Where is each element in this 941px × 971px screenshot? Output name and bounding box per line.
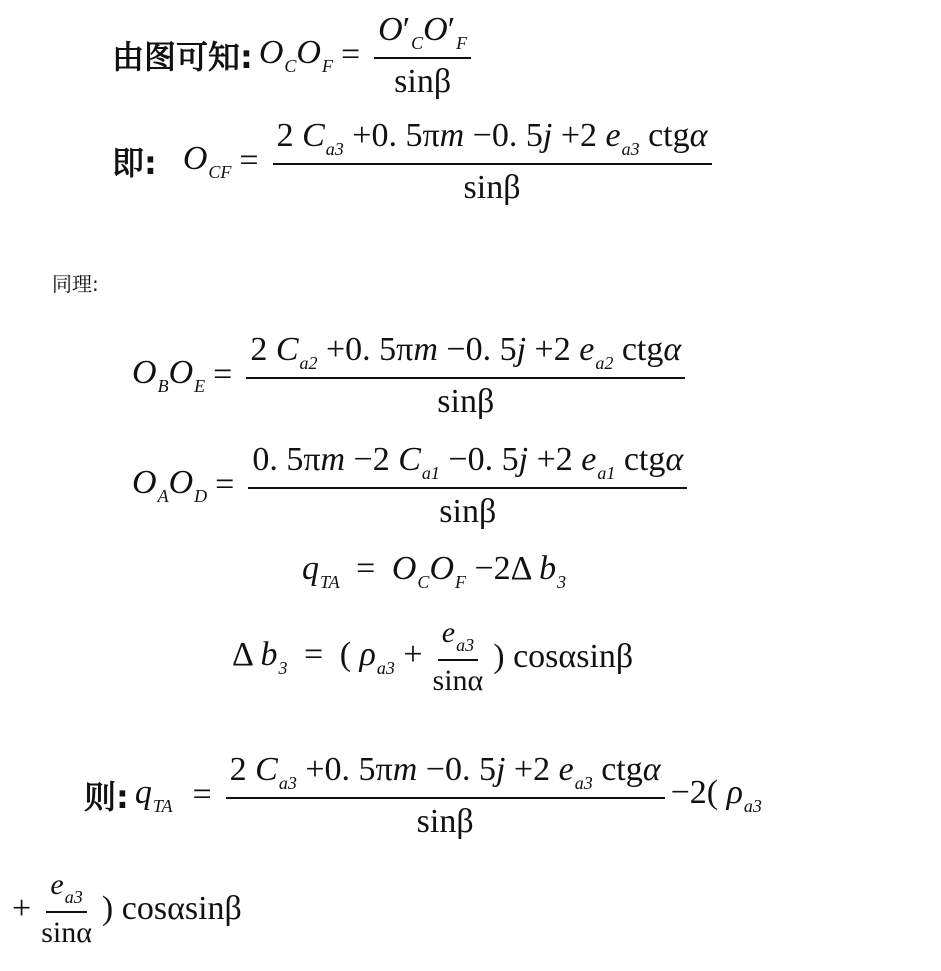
eq1-prefix: 由图可知: xyxy=(112,38,253,77)
eq7-prefix: 则: xyxy=(84,778,129,817)
eq7-fraction xyxy=(226,750,665,841)
eq1-denominator: sinβ xyxy=(394,62,452,100)
eq4-fraction xyxy=(248,440,687,531)
eq6-fraction: $\frac{e_{a3}}{\sin\alpha}$ xyxy=(429,616,488,698)
equation-8 xyxy=(12,868,242,950)
eq7-denominator: sinβ xyxy=(416,802,474,840)
equation-2: 即: $O_{CF}$ = $\frac{2 C_{a3} +0. 5\pi m -0. 5j +2 e_{a3} ctg\alpha}{\sin\beta}$ xyxy=(112,116,718,207)
eq5-content: $q_{TA} = O_CO_F -2\Delta$ $b_3$ xyxy=(302,550,567,592)
eq1-lhs: $O_CO_F$ xyxy=(258,33,333,76)
eq4-lhs: $O_AO_D$ xyxy=(132,463,208,506)
eq6-lhs: Δ $b_3$ = ( $\rho_{a3}$ + xyxy=(232,635,423,678)
eq1-fraction: $\frac{O'_CO'_F}{\sin\beta}$ xyxy=(374,10,471,101)
eq4-numerator: 0. 5πm −2 $C_{a1} -0$. 5j +2 $e_{a1}$ ctgα xyxy=(248,440,687,489)
eq6-denominator: sinα xyxy=(432,663,484,697)
eq7-lhs: $q_{TA}$ xyxy=(134,773,173,816)
equation-1: 由图可知: $O_CO_F$ = $\frac{O'_CO'_F}{\sin\beta}$ xyxy=(112,10,477,101)
equation-6 xyxy=(232,616,633,698)
equation-3: $O_BO_E$ = $\frac{2 C_{a2} +0. 5\pi m -0. 5j +2 e_{a2} ctg\alpha}{\sin\beta}$ xyxy=(132,330,691,421)
eq8-fraction: $\frac{e_{a3}}{\sin\alpha}$ xyxy=(37,868,96,950)
eq2-fraction xyxy=(273,116,712,207)
eq3-denominator: sinβ xyxy=(437,382,495,420)
eq6-rhs: ) cosαsinβ xyxy=(493,638,634,676)
eq3-numerator: 2 $C_{a2} +0$. 5πm −0. 5j +2 $e_{a2}$ ctgα xyxy=(246,330,685,379)
eq7-tail: −2( $\rho_{a3}$ xyxy=(670,773,762,816)
eq3-fraction xyxy=(246,330,685,421)
eq2-prefix: 即: xyxy=(112,144,157,183)
eq3-lhs: $O_BO_E$ xyxy=(132,353,206,396)
eq4-denominator: sinβ xyxy=(439,492,497,530)
tongli-label: 同理: xyxy=(52,272,99,296)
eq2-denominator: sinβ xyxy=(463,168,521,206)
eq2-lhs: $O_{CF}$ xyxy=(182,139,232,182)
equation-5 xyxy=(302,550,566,593)
eq8-denominator: sinα xyxy=(41,915,92,949)
eq2-numerator: 2 $C_{a3} +0$. 5πm −0. 5j +2 $e_{a3}$ ctgα xyxy=(273,116,712,165)
eq7-numerator: 2 $C_{a3} +0$. 5πm −0. 5j +2 $e_{a3}$ ctgα xyxy=(226,750,665,799)
eq8-rhs: ) cosαsinβ xyxy=(101,890,242,928)
equation-4: $O_AO_D$ = $\frac{0. 5\pi m -2 C_{a1} -0. 5j +2 e_{a1} ctg\alpha}{\sin\beta}$ xyxy=(132,440,693,531)
eq8-lead: + xyxy=(12,890,32,928)
equation-7: 则: $q_{TA}$ = $\frac{2 C_{a3} +0. 5\pi m -0. 5j +2 e_{a3} ctg\alpha}{\sin\beta}$ −2( $\rho_{a3}$ xyxy=(84,751,762,840)
